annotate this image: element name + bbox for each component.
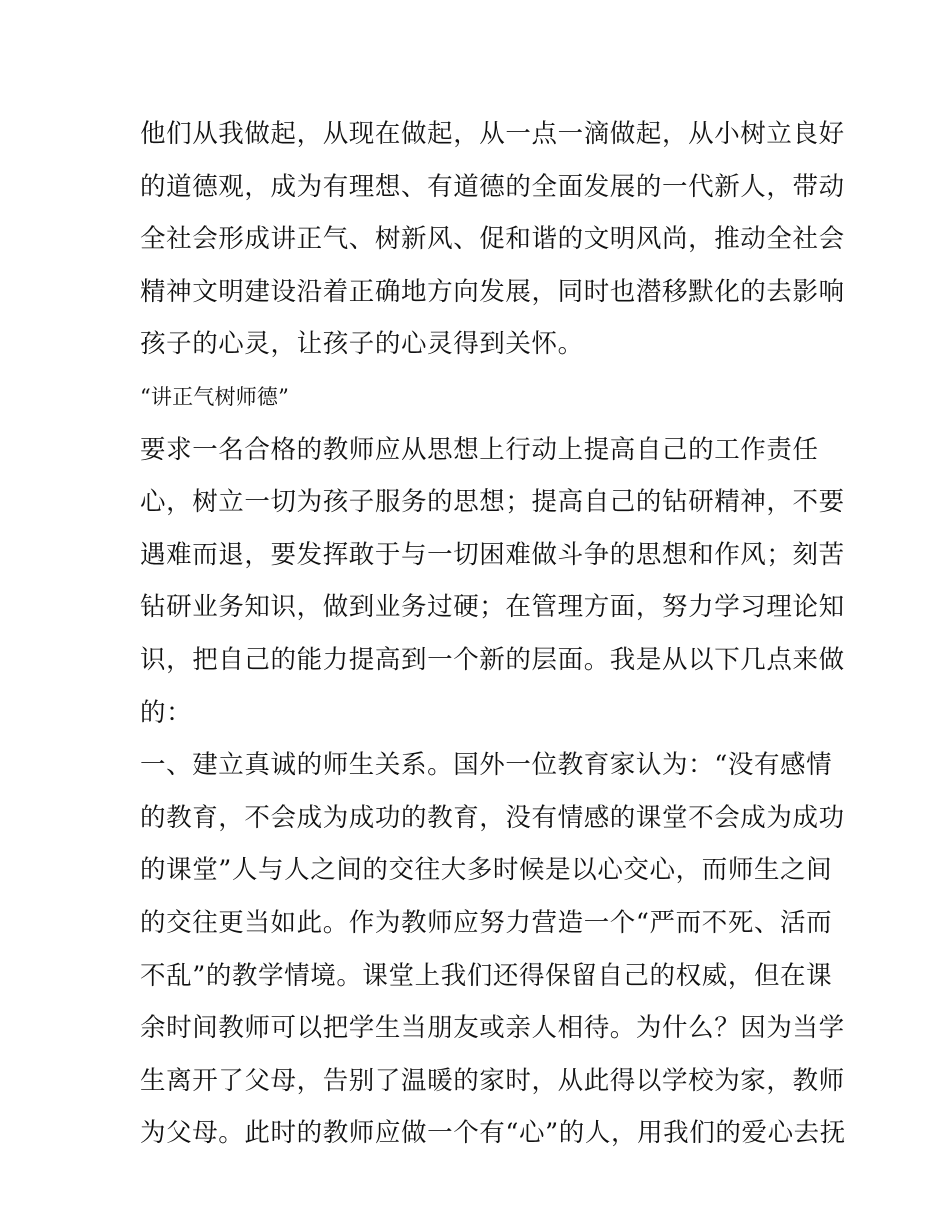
text-line: 他们从我做起，从现在做起，从一点一滴做起，从小树立良好 — [140, 119, 845, 149]
text-line: 识，把自己的能力提高到一个新的层面。我是从以下几点来做 — [140, 644, 845, 675]
text-line: 一、建立真诚的师生关系。国外一位教育家认为：“没有感情 — [140, 750, 833, 781]
text-line: 的： — [140, 697, 193, 728]
text-line: 的交往更当如此。作为教师应努力营造一个“严而不死、活而 — [140, 907, 833, 938]
text-line: 的课堂”人与人之间的交往大多时候是以心交心，而师生之间 — [140, 855, 833, 886]
section-heading: “讲正气树师德” — [140, 384, 290, 409]
text-line: 要求一名合格的教师应从思想上行动上提高自己的工作责任 — [140, 434, 819, 465]
text-line: 为父母。此时的教师应做一个有“心”的人，用我们的爱心去抚 — [140, 1118, 846, 1149]
text-line: 孩子的心灵，让孩子的心灵得到关怀。 — [140, 329, 584, 360]
text-line: 生离开了父母，告别了温暖的家时，从此得以学校为家，教师 — [140, 1065, 845, 1096]
body-text — [140, 108, 846, 1160]
text-line: 心，树立一切为孩子服务的思想；提高自己的钻研精神，不要 — [140, 487, 845, 518]
text-line: 遇难而退，要发挥敢于与一切困难做斗争的思想和作风；刻苦 — [140, 539, 845, 570]
text-line: 的道德观，成为有理想、有道德的全面发展的一代新人，带动 — [140, 171, 845, 202]
text-line: 余时间教师可以把学生当朋友或亲人相待。为什么？因为当学 — [140, 1013, 845, 1044]
text-line: 全社会形成讲正气、树新风、促和谐的文明风尚，推动全社会 — [140, 224, 845, 255]
text-line: 钻研业务知识，做到业务过硬；在管理方面，努力学习理论知 — [140, 592, 845, 623]
text-line: 不乱”的教学情境。课堂上我们还得保留自己的权威，但在课 — [140, 960, 833, 991]
text-line: 精神文明建设沿着正确地方向发展，同时也潜移默化的去影响 — [140, 276, 845, 307]
text-line: 的教育，不会成为成功的教育，没有情感的课堂不会成为成功 — [140, 802, 845, 833]
